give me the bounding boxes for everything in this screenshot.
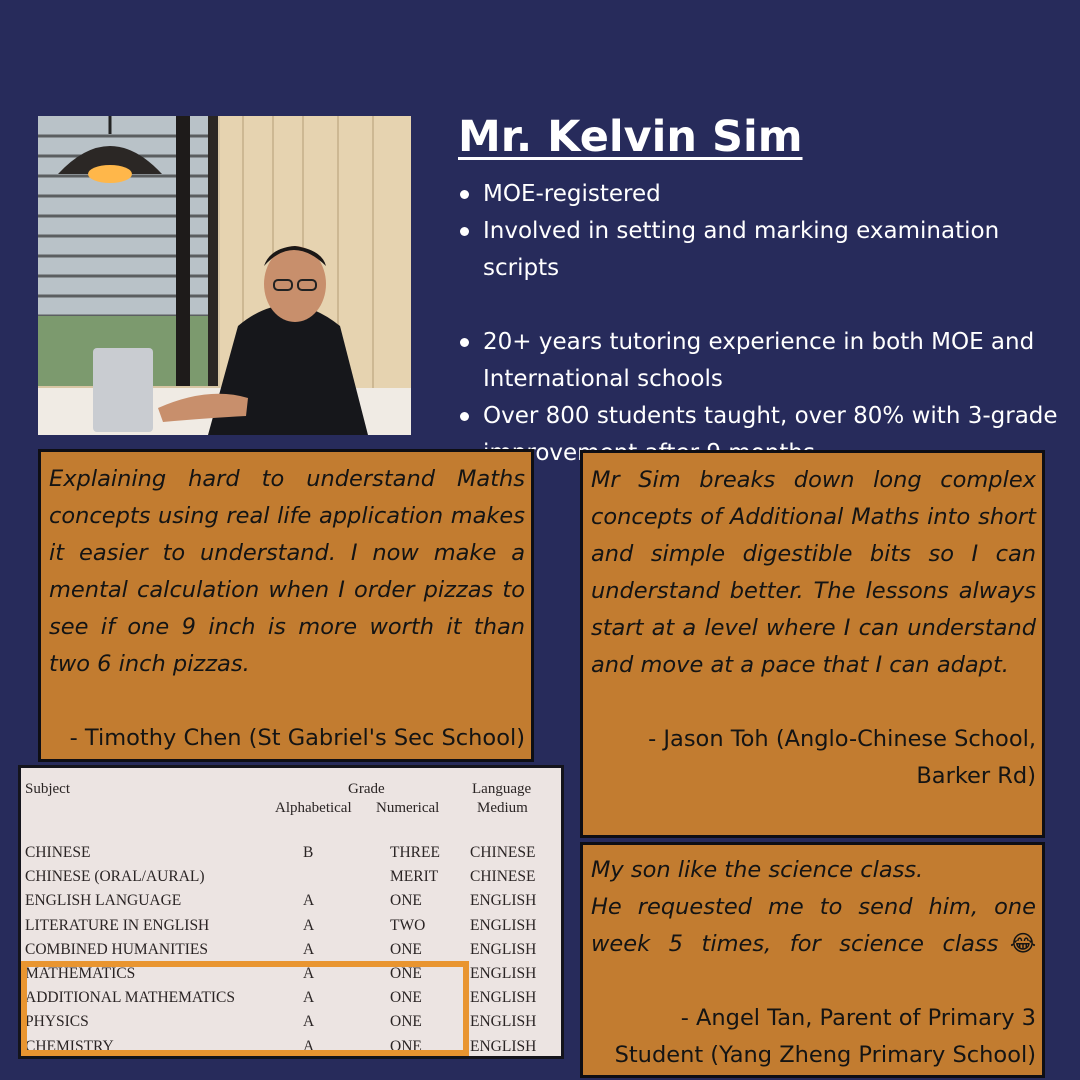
tutor-photo-illustration xyxy=(38,116,411,435)
slip-grade-numerical: ONE xyxy=(390,965,422,982)
slip-grade-alphabetical: A xyxy=(303,916,315,934)
testimonial-card xyxy=(580,842,1045,1078)
slip-subject: CHINESE xyxy=(25,844,91,861)
slip-header-medium: Medium xyxy=(477,800,528,816)
slip-language-medium: ENGLISH xyxy=(470,940,537,958)
slip-language-medium: ENGLISH xyxy=(470,892,537,910)
slip-grade-numerical: TWO xyxy=(390,916,426,934)
testimonial-quote: Mr Sim breaks down long complex concepts of Additional Maths into short and simple digestible bits so I can understand better. The lessons always start at a level where I can understand and move at a pace that I can adapt. xyxy=(591,467,1036,678)
slip-grade-alphabetical: A xyxy=(303,892,315,910)
slip-subject: LITERATURE IN ENGLISH xyxy=(25,916,210,934)
slip-language-medium: ENGLISH xyxy=(470,989,537,1007)
slip-header-subject: Subject xyxy=(25,781,70,797)
slip-grade-numerical: ONE xyxy=(390,892,422,910)
slip-row xyxy=(21,1038,561,1059)
slip-grade-numerical: ONE xyxy=(390,989,422,1007)
slip-grade-numerical: MERIT xyxy=(390,868,439,886)
slip-row xyxy=(21,844,561,868)
slip-row xyxy=(21,917,561,941)
slip-row xyxy=(21,965,561,989)
slip-row xyxy=(21,989,561,1013)
slip-grade-alphabetical: A xyxy=(303,940,315,958)
testimonial-author: - Angel Tan, Parent of Primary 3 Student (Yang Zheng Primary School) xyxy=(614,1005,1036,1068)
slip-header-alphabetical: Alphabetical xyxy=(275,800,352,816)
slip-row xyxy=(21,892,561,916)
slip-subject: CHEMISTRY xyxy=(25,1037,114,1055)
credentials-list xyxy=(458,176,1076,472)
slip-subject: ENGLISH LANGUAGE xyxy=(25,892,182,910)
slip-language-medium: ENGLISH xyxy=(470,1037,537,1055)
results-slip xyxy=(18,765,564,1059)
credential-item: Over 800 students taught, over 80% with 3-grade improvement xyxy=(458,398,1076,472)
slip-language-medium: ENGLISH xyxy=(470,965,537,982)
slip-subject: ADDITIONAL MATHEMATICS xyxy=(25,989,235,1007)
slip-subject: COMBINED HUMANITIES xyxy=(25,940,208,958)
slip-subject: MATHEMATICS xyxy=(25,965,136,982)
testimonial-card xyxy=(38,449,534,762)
slip-row xyxy=(21,1013,561,1037)
testimonial-author: - Jason Toh (Anglo-Chinese School, Barker Rd) xyxy=(648,726,1036,789)
credential-item: 20+ years tutoring experience in both MOE and International schools xyxy=(458,324,1076,398)
slip-grade-numerical: ONE xyxy=(390,940,422,958)
slip-language-medium: ENGLISH xyxy=(470,1013,537,1031)
slip-row xyxy=(21,941,561,965)
testimonial-quote: Explaining hard to understand Maths concepts using real life application makes it easier to understand. I now make a mental calculation when I order pizzas to see if one 9 inch is more worth it than two 6 inch pizzas. xyxy=(49,466,525,677)
credential-item: MOE-registered xyxy=(458,176,1076,213)
credential-item: Involved in setting and marking examination scripts xyxy=(458,213,1076,287)
slip-grade-numerical: ONE xyxy=(390,1037,422,1055)
slip-language-medium: CHINESE xyxy=(470,868,536,886)
tutor-name: Mr. Kelvin Sim xyxy=(458,112,803,162)
slip-header-language: Language xyxy=(472,781,532,797)
slip-subject: PHYSICS xyxy=(25,1013,89,1031)
testimonial-card xyxy=(580,450,1045,838)
tutor-photo xyxy=(38,116,411,435)
slip-subject: CHINESE (ORAL/AURAL) xyxy=(25,868,205,886)
slip-grade-alphabetical: B xyxy=(303,844,314,861)
slip-grade-alphabetical: A xyxy=(303,989,315,1007)
slip-grade-alphabetical: A xyxy=(303,1013,315,1031)
testimonial-quote: My son like the science class. xyxy=(591,857,924,883)
testimonial-quote: He requested me to send him, one week 5 times, for science class😂 xyxy=(591,894,1036,957)
slip-header-numerical: Numerical xyxy=(376,800,440,816)
slip-grade-alphabetical: A xyxy=(303,1037,315,1055)
slip-language-medium: ENGLISH xyxy=(470,916,537,934)
slip-language-medium: CHINESE xyxy=(470,844,536,861)
slip-grade-alphabetical: A xyxy=(303,965,315,982)
slip-grade-numerical: ONE xyxy=(390,1013,422,1031)
testimonial-author: - Timothy Chen (St Gabriel's Sec School) xyxy=(69,725,525,751)
slip-row xyxy=(21,868,561,892)
slip-header-grade: Grade xyxy=(348,781,385,797)
slip-grade-numerical: THREE xyxy=(390,844,440,861)
